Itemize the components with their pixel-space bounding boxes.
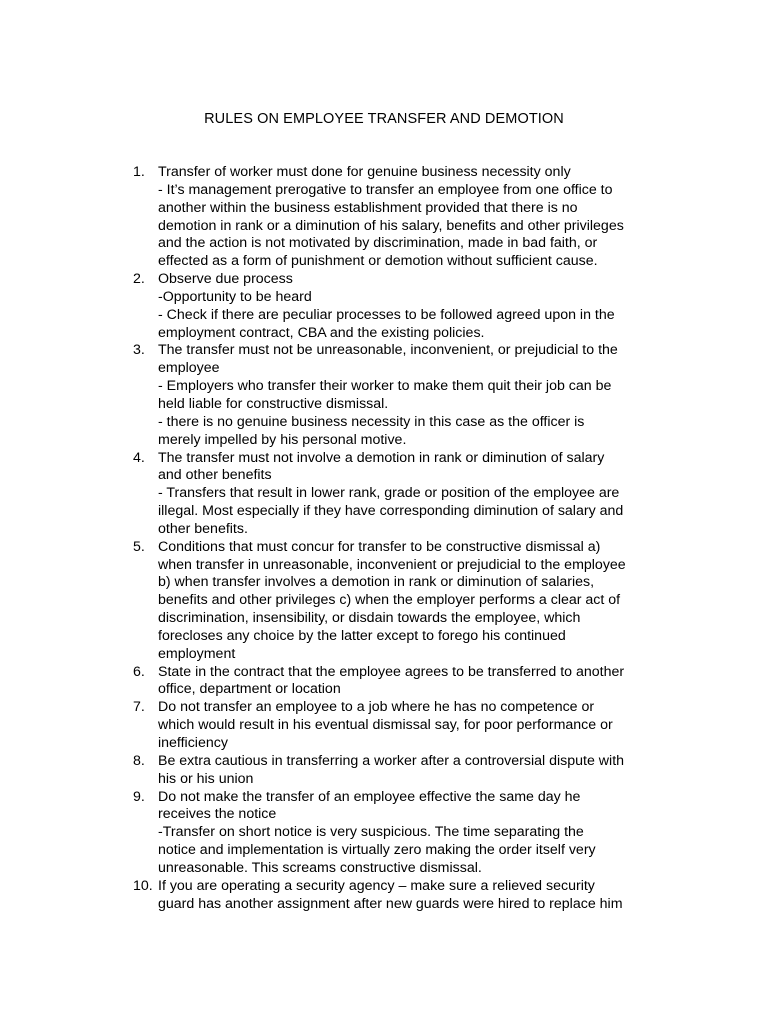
- list-item-number: 7.: [133, 699, 145, 716]
- list-item: [133, 699, 658, 753]
- text-line: merely impelled by his personal motive.: [158, 431, 407, 448]
- list-item: [133, 878, 658, 914]
- text-line: - Transfers that result in lower rank, grade or position of the employee are: [158, 485, 620, 502]
- text-line: and other benefits: [158, 467, 272, 484]
- list-item-number: 4.: [133, 449, 145, 466]
- text-line: The transfer must not be unreasonable, inconvenient, or prejudicial to the: [158, 342, 618, 359]
- list-item: [133, 753, 658, 789]
- text-line: State in the contract that the employee agrees to be transferred to another: [158, 663, 625, 680]
- list-item-number: 1.: [133, 164, 145, 180]
- list-item: [133, 271, 658, 342]
- text-line: The transfer must not involve a demotion in rank or diminution of salary: [158, 449, 605, 466]
- list-item-number: 9.: [133, 788, 145, 805]
- rules-list: [133, 164, 658, 913]
- text-line: other benefits.: [158, 520, 248, 537]
- list-item-number: 10.: [133, 877, 153, 894]
- text-line: guard has another assignment after new guards were hired to replace him: [158, 895, 623, 912]
- text-line: office, department or location: [158, 681, 341, 698]
- document-title: RULES ON EMPLOYEE TRANSFER AND DEMOTION: [204, 111, 564, 127]
- list-item: [133, 789, 658, 878]
- text-line: unreasonable. This screams constructive dismissal.: [158, 859, 482, 876]
- list-item: [133, 164, 658, 271]
- list-item: [133, 342, 658, 449]
- text-line: - there is no genuine business necessity in this case as the officer is: [158, 413, 585, 430]
- list-item-text: [158, 450, 658, 539]
- text-line: demotion in rank or a diminution of his salary, benefits and other privileges: [158, 217, 624, 234]
- text-line: benefits and other privileges c) when the employer performs a clear act of: [158, 592, 621, 609]
- list-item-text: [158, 664, 658, 700]
- text-line: b) when transfer involves a demotion in rank or diminution of salaries,: [158, 574, 595, 591]
- text-line: held liable for constructive dismissal.: [158, 395, 389, 412]
- list-item-text: [158, 789, 658, 878]
- list-item-number: 2.: [133, 271, 145, 288]
- text-line: employment: [158, 645, 236, 662]
- list-item-text: [158, 342, 658, 449]
- text-line: If you are operating a security agency – make sure a relieved security: [158, 877, 595, 894]
- text-line: receives the notice: [158, 806, 277, 823]
- text-line: Conditions that must concur for transfer to be constructive dismissal a): [158, 538, 601, 555]
- text-line: and the action is not motivated by discrimination, made in bad faith, or: [158, 235, 598, 252]
- list-item-text: [158, 164, 658, 271]
- text-line: illegal. Most especially if they have corresponding diminution of salary and: [158, 503, 624, 520]
- text-line: Transfer of worker must done for genuine business necessity only: [158, 164, 571, 180]
- list-item-number: 6.: [133, 663, 145, 680]
- list-item: [133, 450, 658, 539]
- text-line: Be extra cautious in transferring a worker after a controversial dispute with: [158, 752, 625, 769]
- text-line: Do not make the transfer of an employee effective the same day he: [158, 788, 581, 805]
- text-line: inefficiency: [158, 735, 228, 751]
- list-item-number: 3.: [133, 342, 145, 359]
- text-line: - Check if there are peculiar processes to be followed agreed upon in the: [158, 306, 615, 323]
- list-item: [133, 664, 658, 700]
- text-line: employee: [158, 360, 220, 377]
- text-line: -Opportunity to be heard: [158, 288, 312, 305]
- text-line: his or his union: [158, 770, 254, 787]
- list-item-text: [158, 878, 658, 914]
- text-line: Observe due process: [158, 271, 293, 288]
- text-line: forecloses any choice by the latter except to forego his continued: [158, 627, 566, 644]
- text-line: - Employers who transfer their worker to make them quit their job can be: [158, 378, 612, 395]
- text-line: when transfer in unreasonable, inconvenient or prejudicial to the employee: [158, 556, 626, 573]
- text-line: which would result in his eventual dismissal say, for poor performance or: [158, 717, 613, 734]
- text-line: another within the business establishment provided that there is no: [158, 199, 578, 216]
- list-item-text: [158, 753, 658, 789]
- text-line: effected as a form of punishment or demotion without sufficient cause.: [158, 253, 598, 270]
- list-item: [133, 539, 658, 664]
- text-line: - It’s management prerogative to transfer an employee from one office to: [158, 181, 613, 198]
- list-item-text: [158, 539, 658, 664]
- list-item-text: [158, 271, 658, 342]
- text-line: -Transfer on short notice is very suspicious. The time separating the: [158, 824, 584, 841]
- text-line: discrimination, insensibility, or disdain towards the employee, which: [158, 610, 581, 627]
- text-line: employment contract, CBA and the existing policies.: [158, 324, 485, 341]
- text-line: Do not transfer an employee to a job where he has no competence or: [158, 699, 595, 716]
- text-line: notice and implementation is virtually zero making the order itself very: [158, 842, 596, 859]
- list-item-number: 8.: [133, 752, 145, 769]
- list-item-number: 5.: [133, 538, 145, 555]
- list-item-text: [158, 699, 658, 753]
